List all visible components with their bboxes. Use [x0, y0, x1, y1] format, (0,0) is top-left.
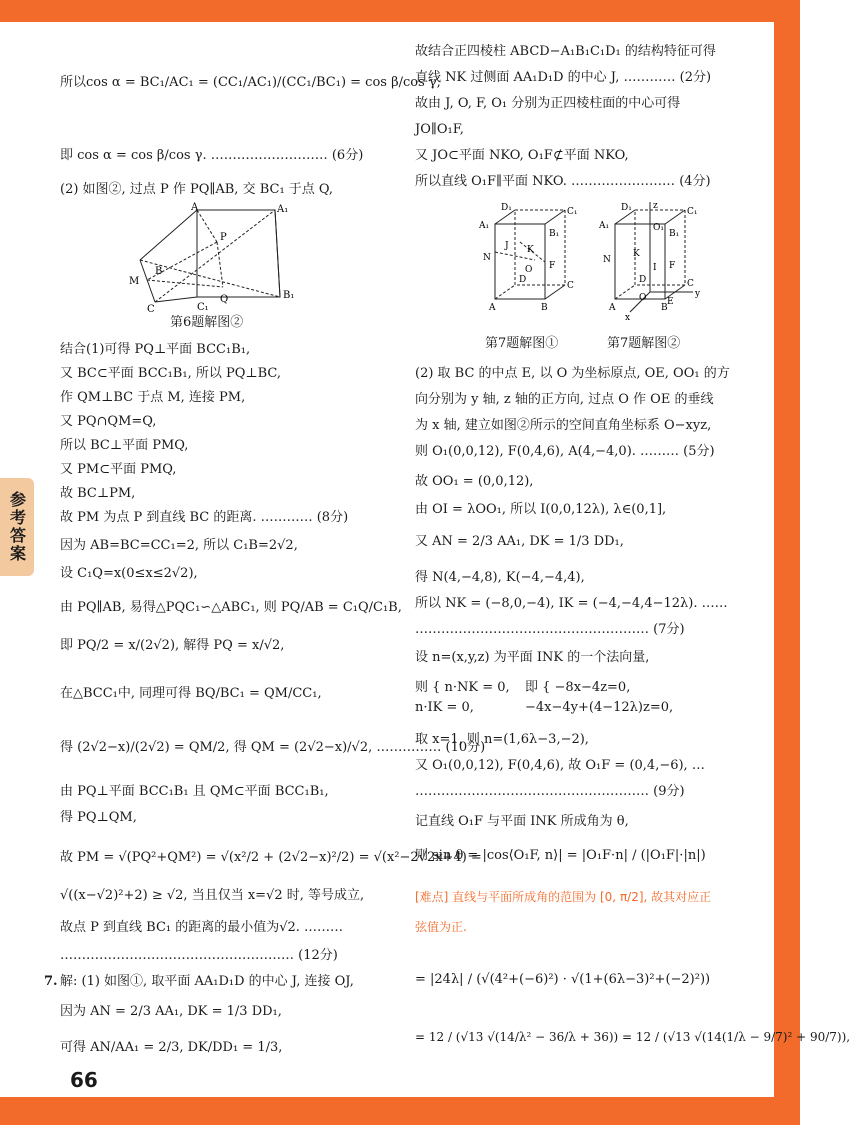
svg-text:O: O — [525, 265, 533, 275]
svg-text:D: D — [639, 275, 647, 285]
text-line: 因为 AB=BC=CC₁=2, 所以 C₁B=2√2, — [60, 538, 298, 553]
svg-text:J: J — [505, 241, 509, 251]
svg-text:F: F — [669, 261, 676, 271]
question-number: 7. — [44, 974, 58, 989]
text-line: 故点 P 到直线 BC₁ 的距离的最小值为√2. ……… — [60, 920, 344, 935]
text-line: 则 O₁(0,0,12), F(0,4,6), A(4,−4,0). ……… (5分) — [415, 444, 715, 459]
svg-text:y: y — [695, 289, 701, 299]
svg-text:E: E — [667, 297, 674, 307]
text-line: ……………………………………………… (12分) — [60, 948, 338, 963]
text-line: 故结合正四棱柱 ABCD−A₁B₁C₁D₁ 的结构特征可得 — [415, 44, 716, 59]
svg-text:O: O — [639, 293, 647, 303]
tip-line: 弦值为正. — [415, 920, 467, 934]
text-line: 由 PQ∥AB, 易得△PQC₁∽△ABC₁, 则 PQ/AB = C₁Q/C₁B, — [60, 600, 402, 615]
text-line: 可得 AN/AA₁ = 2/3, DK/DD₁ = 1/3, — [60, 1040, 283, 1055]
text-line: 即 cos α = cos β/cos γ. ……………………… (6分) — [60, 148, 364, 163]
svg-text:C: C — [567, 281, 574, 291]
page-number: 66 — [70, 1068, 98, 1092]
text-line: 又 AN = 2/3 AA₁, DK = 1/3 DD₁, — [415, 534, 624, 549]
svg-text:I: I — [653, 263, 657, 273]
svg-text:K: K — [527, 245, 534, 255]
text-line: = |24λ| / (√(4²+(−6)²) · √(1+(6λ−3)²+(−2)²)) — [415, 972, 711, 987]
svg-text:B₁: B₁ — [283, 290, 295, 301]
svg-text:A: A — [489, 303, 496, 313]
text-line: 又 JO⊂平面 NKO, O₁F⊄平面 NKO, — [415, 148, 629, 163]
text-line: 记直线 O₁F 与平面 INK 所成角为 θ, — [415, 814, 629, 829]
svg-text:B₁: B₁ — [669, 229, 680, 239]
right-border — [774, 0, 800, 1125]
figure-6-2 — [125, 202, 325, 315]
text-line: 作 QM⊥BC 于点 M, 连接 PM, — [60, 390, 246, 405]
text-line: 所以 NK = (−8,0,−4), IK = (−4,−4,4−12λ). …… — [415, 596, 728, 611]
svg-text:C₁: C₁ — [197, 302, 209, 313]
top-border — [0, 0, 800, 22]
svg-text:z: z — [653, 201, 658, 211]
text-line: 又 PQ∩QM=Q, — [60, 414, 157, 429]
text-line: 解: (1) 如图①, 取平面 AA₁D₁D 的中心 J, 连接 OJ, — [60, 974, 354, 989]
text-line: 得 PQ⊥QM, — [60, 810, 137, 825]
text-line: 所以 BC⊥平面 PMQ, — [60, 438, 189, 453]
text-line: 故 BC⊥PM, — [60, 486, 136, 501]
text-line: 取 x=1, 则 n=(1,6λ−3,−2), — [415, 732, 589, 747]
text-line: 即 { −8x−4z=0, — [525, 680, 631, 695]
text-line: n·IK = 0, — [415, 700, 474, 715]
svg-text:B: B — [661, 303, 668, 313]
text-line: 设 C₁Q=x(0≤x≤2√2), — [60, 566, 198, 581]
text-line: 设 n=(x,y,z) 为平面 INK 的一个法向量, — [415, 650, 650, 665]
svg-text:C₁: C₁ — [567, 207, 578, 217]
text-line: 得 N(4,−4,8), K(−4,−4,4), — [415, 570, 585, 585]
svg-text:C₁: C₁ — [687, 207, 698, 217]
text-line: (2) 如图②, 过点 P 作 PQ∥AB, 交 BC₁ 于点 Q, — [60, 182, 334, 197]
svg-text:D: D — [519, 275, 527, 285]
svg-text:B₁: B₁ — [549, 229, 560, 239]
svg-text:A: A — [191, 202, 199, 213]
figure-7-1 — [475, 202, 585, 337]
text-line: 由 OI = λOO₁, 所以 I(0,0,12λ), λ∈(0,1], — [415, 502, 667, 517]
text-line: 得 (2√2−x)/(2√2) = QM/2, 得 QM = (2√2−x)/√2, …………… (10分) — [60, 740, 486, 755]
svg-text:C: C — [147, 304, 155, 315]
text-line: 结合(1)可得 PQ⊥平面 BCC₁B₁, — [60, 342, 251, 357]
text-line: ……………………………………………… (7分) — [415, 622, 685, 637]
text-line: 因为 AN = 2/3 AA₁, DK = 1/3 DD₁, — [60, 1004, 282, 1019]
text-line: 故由 J, O, F, O₁ 分别为正四棱柱面的中心可得 — [415, 96, 681, 111]
svg-text:C: C — [687, 279, 694, 289]
svg-text:Q: Q — [220, 294, 229, 305]
figure-7-2 — [595, 200, 715, 340]
tip-line: [难点] 直线与平面所成角的范围为 [0, π/2], 故其对应正 — [415, 890, 712, 904]
text-line: 故 OO₁ = (0,0,12), — [415, 474, 534, 489]
text-line: 则 { n·NK = 0, — [415, 680, 510, 695]
text-line: JO∥O₁F, — [415, 122, 464, 137]
text-line: 则 sin θ = |cos⟨O₁F, n⟩| = |O₁F·n| / (|O₁F|·|n|) — [415, 848, 706, 863]
svg-text:A₁: A₁ — [599, 221, 610, 231]
text-line: ……………………………………………… (9分) — [415, 784, 685, 799]
svg-text:B: B — [541, 303, 548, 313]
text-line: 故 PM = √(PQ²+QM²) = √(x²/2 + (2√2−x)²/2) = √(x²−2√2x+4) = — [60, 850, 482, 865]
svg-text:D₁: D₁ — [501, 203, 512, 213]
text-line: 所以直线 O₁F∥平面 NKO. …………………… (4分) — [415, 174, 711, 189]
svg-text:P: P — [220, 232, 227, 243]
text-line: −4x−4y+(4−12λ)z=0, — [525, 700, 674, 715]
figure-caption: 第6题解图② — [170, 315, 244, 330]
text-line: 在△BCC₁中, 同理可得 BQ/BC₁ = QM/CC₁, — [60, 686, 322, 701]
text-line: 即 PQ/2 = x/(2√2), 解得 PQ = x/√2, — [60, 638, 285, 653]
svg-text:N: N — [603, 255, 611, 265]
svg-text:A: A — [609, 303, 616, 313]
svg-text:M: M — [129, 276, 140, 287]
text-line: 又 O₁(0,0,12), F(0,4,6), 故 O₁F = (0,4,−6), … — [415, 758, 705, 773]
svg-text:O₁: O₁ — [653, 223, 664, 233]
text-line: = 12 / (√13 √(14/λ² − 36/λ + 36)) = 12 / (√13 √(14(1/λ − 9/7)² + 90/7)), — [415, 1030, 850, 1044]
svg-text:F: F — [549, 261, 556, 271]
side-tab-label: 参考答案 — [7, 491, 27, 563]
text-line: 又 BC⊂平面 BCC₁B₁, 所以 PQ⊥BC, — [60, 366, 282, 381]
figure-caption: 第7题解图① — [485, 336, 559, 351]
figure-caption: 第7题解图② — [607, 336, 681, 351]
side-tab — [0, 478, 34, 576]
text-line: (2) 取 BC 的中点 E, 以 O 为坐标原点, OE, OO₁ 的方 — [415, 366, 730, 381]
svg-text:N: N — [483, 253, 491, 263]
text-line: √((x−√2)²+2) ≥ √2, 当且仅当 x=√2 时, 等号成立, — [60, 888, 365, 903]
svg-text:A₁: A₁ — [277, 204, 289, 215]
svg-text:A₁: A₁ — [479, 221, 490, 231]
svg-text:x: x — [625, 313, 631, 323]
text-line: 直线 NK 过侧面 AA₁D₁D 的中心 J, ………… (2分) — [415, 70, 712, 85]
svg-text:B: B — [155, 266, 163, 277]
svg-text:K: K — [633, 249, 640, 259]
bottom-border — [0, 1097, 800, 1125]
svg-text:D₁: D₁ — [621, 203, 632, 213]
text-line: 为 x 轴, 建立如图②所示的空间直角坐标系 O−xyz, — [415, 418, 712, 433]
text-line: 所以cos α = BC₁/AC₁ = (CC₁/AC₁)/(CC₁/BC₁) = cos β/cos γ, — [60, 75, 441, 90]
text-line: 由 PQ⊥平面 BCC₁B₁ 且 QM⊂平面 BCC₁B₁, — [60, 784, 329, 799]
text-line: 向分别为 y 轴, z 轴的正方向, 过点 O 作 OE 的垂线 — [415, 392, 714, 407]
text-line: 又 PM⊂平面 PMQ, — [60, 462, 177, 477]
text-line: 故 PM 为点 P 到直线 BC 的距离. ………… (8分) — [60, 510, 349, 525]
